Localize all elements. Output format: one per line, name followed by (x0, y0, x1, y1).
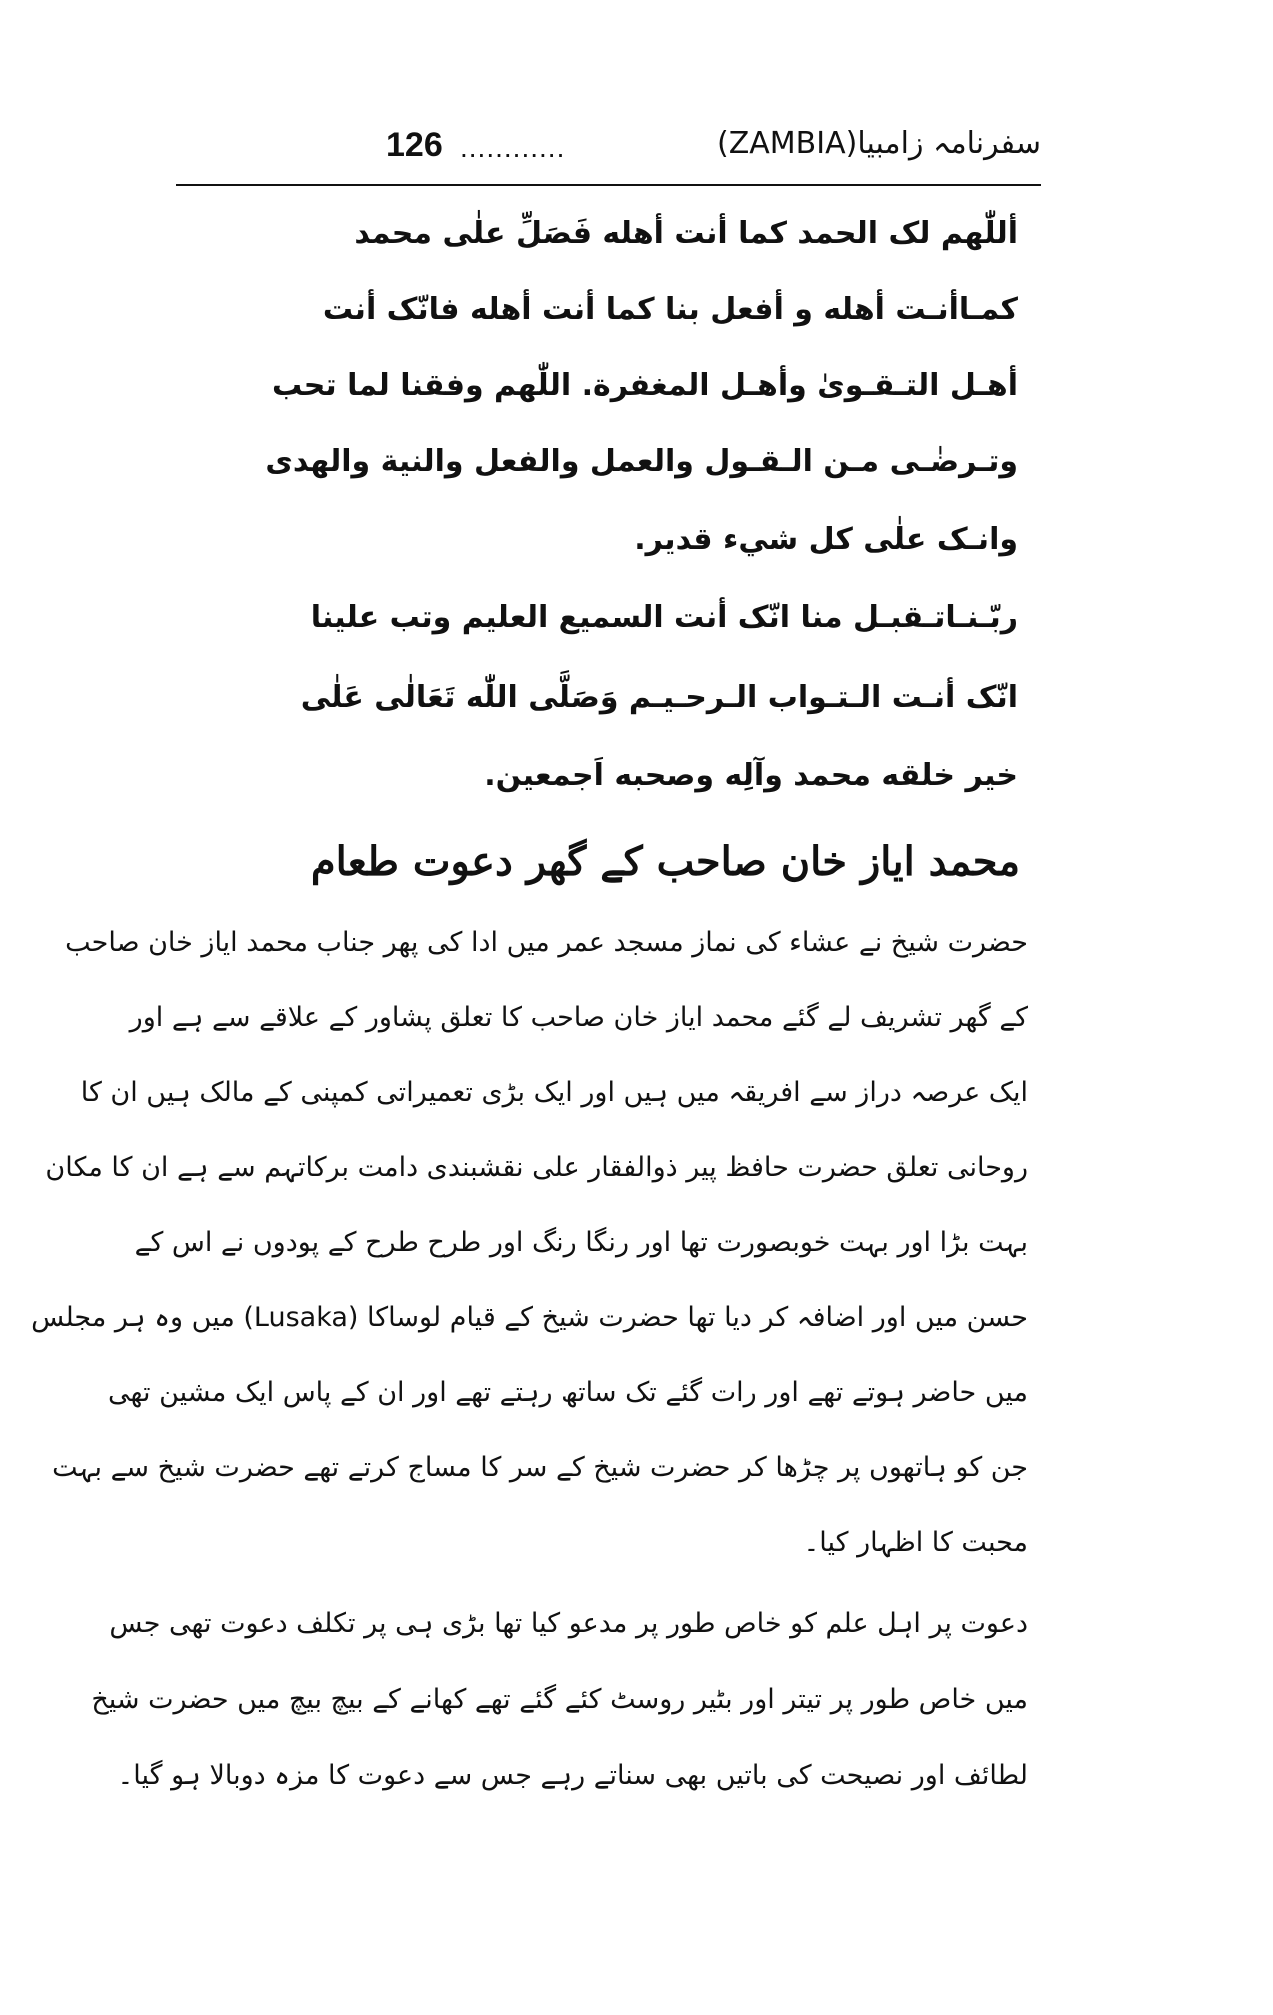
text-line: بہت بڑا اور بہت خوبصورت تھا اور رنگا رنگ اور طرح طرح کے پودوں نے اس کے (134, 1227, 1028, 1258)
text-line: محبت کا اظہار کیا۔ (803, 1527, 1028, 1558)
text-line: حضرت شیخ نے عشاء کی نماز مسجد عمر میں ادا کی پھر جناب محمد ایاز خان صاحب (65, 927, 1028, 958)
prayer-line: خير خلقه محمد وآلِه وصحبه اَجمعين. (484, 758, 1018, 793)
page-header (176, 126, 1041, 180)
prayer-line: أهـل التـقـوىٰ وأهـل المغفرة. اللّٰهم وفقنا لما تحب (272, 368, 1018, 403)
text-line: لطائف اور نصیحت کی باتیں بھی سناتے رہے جس سے دعوت کا مزہ دوبالا ہو گیا۔ (117, 1760, 1028, 1791)
prayer-line: وانـک علٰى كل شيء قدير. (634, 522, 1018, 557)
page-number: 126 (386, 126, 443, 164)
running-title: سفرنامہ زامبیا(ZAMBIA) (716, 126, 1041, 161)
prayer-line: ربّـنـاتـقبـل منا انّک أنت السميع العليم وتب علينا (310, 600, 1018, 635)
prayer-line: كمـاأنـت أهله و أفعل بنا كما أنت أهله فانّک أنت (322, 292, 1018, 327)
text-line: کے گھر تشریف لے گئے محمد ایاز خان صاحب کا تعلق پشاور کے علاقے سے ہے اور (129, 1002, 1028, 1033)
text-line: دعوت پر اہل علم کو خاص طور پر مدعو کیا تھا بڑی ہی پر تکلف دعوت تھی جس (109, 1608, 1028, 1639)
text-line: جن کو ہاتھوں پر چڑھا کر حضرت شیخ کے سر کا مساج کرتے تھے حضرت شیخ سے بہت (52, 1452, 1028, 1483)
text-line: میں حاضر ہوتے تھے اور رات گئے تک ساتھ رہتے تھے اور ان کے پاس ایک مشین تھی (108, 1377, 1028, 1408)
text-line: میں خاص طور پر تیتر اور بٹیر روسٹ کئے گئے تھے کھانے کے بیچ بیچ میں حضرت شیخ (91, 1684, 1028, 1715)
leader-dots: ............ (460, 132, 566, 163)
header-rule (176, 184, 1041, 186)
text-line: ایک عرصہ دراز سے افریقہ میں ہیں اور ایک بڑی تعمیراتی کمپنی کے مالک ہیں ان کا (80, 1077, 1028, 1108)
prayer-line: انّک أنـت الـتـواب الـرحـيـم وَصَلَّى اللّٰه تَعَالٰى عَلٰى (300, 680, 1018, 715)
text-line: روحانی تعلق حضرت حافظ پیر ذوالفقار علی نقشبندی دامت برکاتہم سے ہے ان کا مکان (45, 1152, 1028, 1183)
prayer-line: وتـرضٰـى مـن الـقـول والعمل والفعل والنية والهدى (265, 444, 1018, 479)
prayer-line: أللّٰهم لک الحمد كما أنت أهله فَصَلِّ علٰى محمد (354, 216, 1018, 251)
text-line: حسن میں اور اضافہ کر دیا تھا حضرت شیخ کے قیام لوساکا (Lusaka) میں وہ ہر مجلس (31, 1302, 1028, 1333)
section-heading: محمد ایاز خان صاحب کے گھر دعوت طعام (310, 838, 1020, 885)
